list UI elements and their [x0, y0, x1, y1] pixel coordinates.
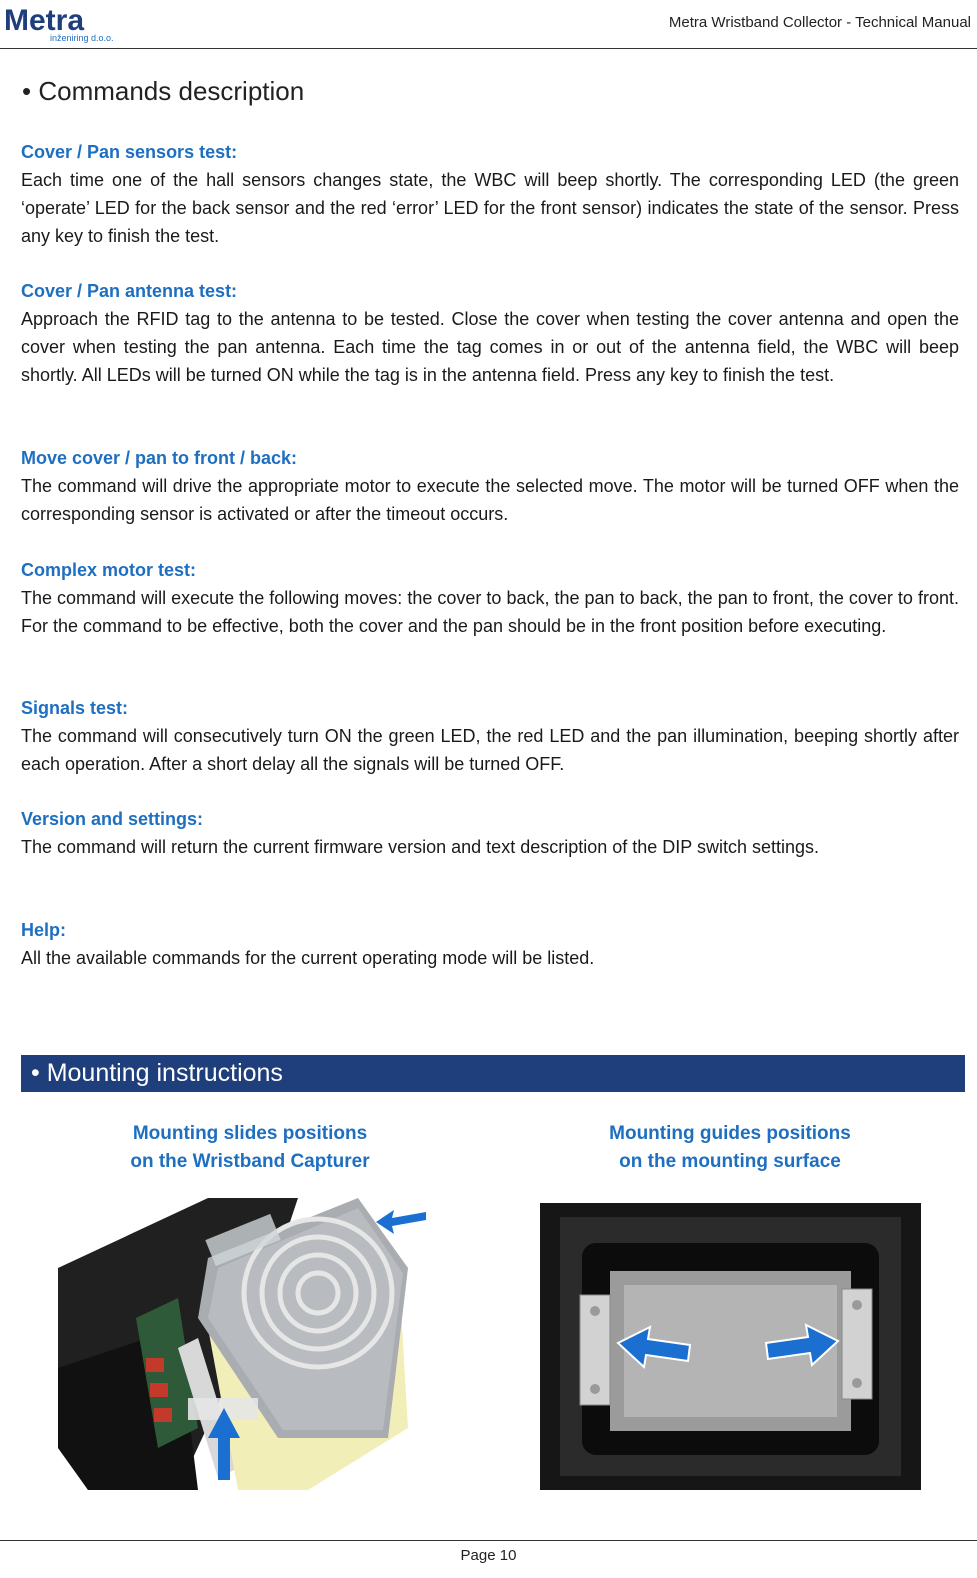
- header-title: Metra Wristband Collector - Technical Manual: [668, 14, 971, 31]
- wristband-capturer-photo: [58, 1198, 434, 1490]
- right-caption-line2: on the mounting surface: [619, 1151, 841, 1172]
- command-block-version: [21, 805, 959, 861]
- commands-section-title: • Commands description: [22, 76, 305, 106]
- mounting-section-title: • Mounting instructions: [21, 1055, 965, 1092]
- command-text: Each time one of the hall sensors changes state, the WBC will beep shortly. The corresponding LED (the green ‘operate’ LED for the back sensor and the red ‘error’ LED for the front sensor) indicates the state of the sensor. Press any key to finish the test.: [21, 170, 959, 246]
- page-number: Page 10: [460, 1547, 517, 1564]
- command-text: Approach the RFID tag to the antenna to be tested. Close the cover when testing the cover antenna and open the cover when testing the pan antenna. Each time the tag comes in or out of the antenna field, the WBC will beep shortly. All LEDs will be turned ON while the tag is in the antenna field. Press any key to finish the test.: [21, 309, 959, 385]
- svg-text:inženiring d.o.o.: inženiring d.o.o.: [50, 33, 114, 43]
- left-caption: [40, 1120, 460, 1176]
- command-text: The command will return the current firmware version and text description of the DIP switch settings.: [21, 837, 820, 857]
- command-heading: Cover / Pan sensors test:: [21, 142, 238, 162]
- command-heading: Move cover / pan to front / back:: [21, 448, 298, 468]
- left-caption-line2: on the Wristband Capturer: [130, 1151, 370, 1172]
- command-block-help: [21, 916, 959, 972]
- metra-logo: [2, 2, 132, 44]
- command-heading: Signals test:: [21, 698, 129, 718]
- left-caption-line1: Mounting slides positions: [132, 1123, 368, 1144]
- command-text: All the available commands for the current operating mode will be listed.: [21, 948, 595, 968]
- right-caption-line1: Mounting guides positions: [609, 1123, 851, 1144]
- command-heading: Complex motor test:: [21, 560, 197, 580]
- command-heading: Cover / Pan antenna test:: [21, 281, 238, 301]
- svg-text:Metra: Metra: [4, 4, 85, 37]
- command-block-signals: [21, 694, 959, 778]
- command-block-complex: [21, 556, 959, 640]
- command-text: The command will drive the appropriate motor to execute the selected move. The motor will be turned OFF when the corresponding sensor is activated or after the timeout occurs.: [21, 476, 959, 524]
- footer-divider: [0, 1540, 977, 1541]
- command-heading: Help:: [21, 920, 66, 940]
- right-caption: [520, 1120, 940, 1176]
- command-block-antenna: [21, 277, 959, 389]
- command-heading: Version and settings:: [21, 809, 204, 829]
- command-text: The command will consecutively turn ON the green LED, the red LED and the pan illumination, beeping shortly after each operation. After a short delay all the signals will be turned OFF.: [21, 726, 959, 774]
- command-block-move: [21, 444, 959, 528]
- page-header: [0, 0, 977, 49]
- mounting-surface-photo: [540, 1203, 921, 1490]
- command-text: The command will execute the following moves: the cover to back, the pan to back, the pan to front, the cover to front. For the command to be effective, both the cover and the pan should be in the front position before executing.: [21, 588, 959, 636]
- command-block-sensors: [21, 138, 959, 250]
